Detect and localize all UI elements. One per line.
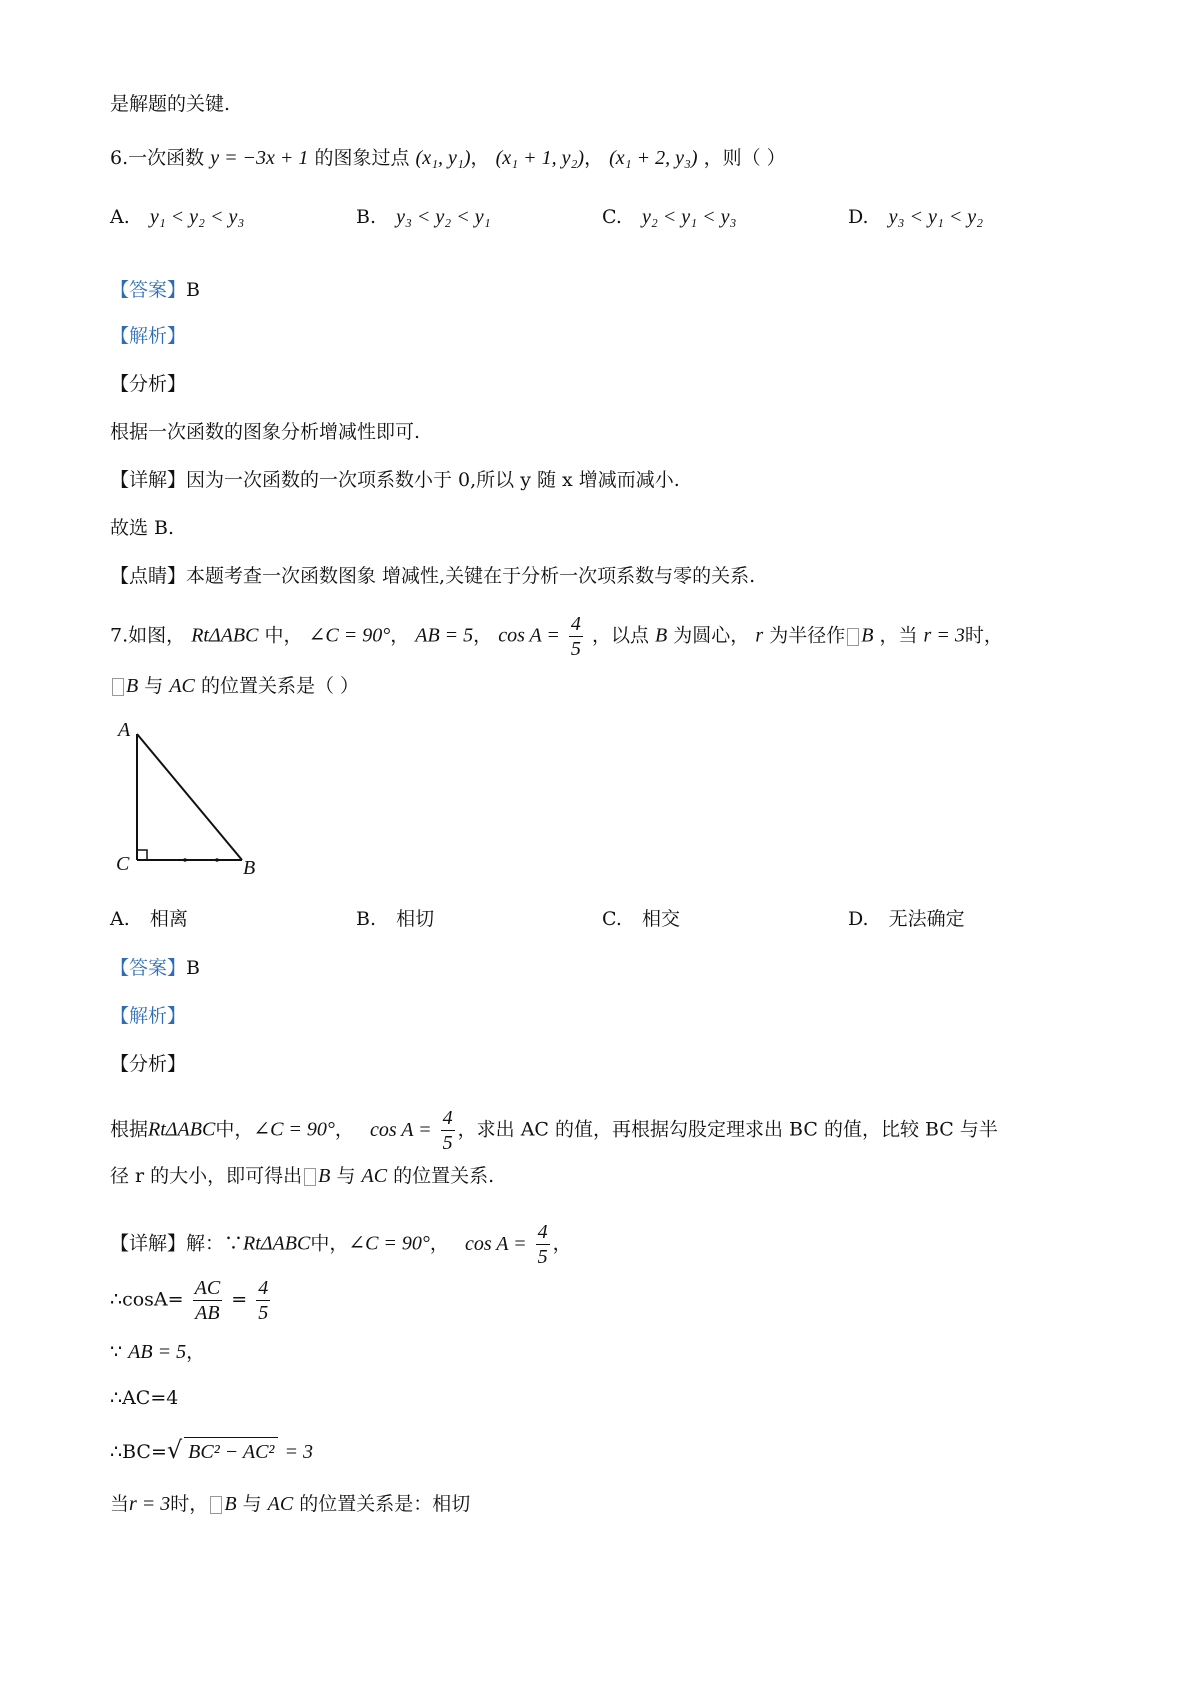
detail-fraction xyxy=(536,1220,550,1269)
q7-step4 xyxy=(110,1436,313,1466)
frac-den: 5 xyxy=(442,1132,453,1154)
q6-equation: y = −3x + 1 xyxy=(210,147,309,169)
triangle-figure xyxy=(112,712,282,882)
q7-fenxi-line1: 根据RtΔABC中，∠C = 90°， cos A = $\frac{4}{5}$ ，求出 AC 的值，再根据勾股定理求出 BC 的值，比较 BC 与半 xyxy=(110,1107,998,1154)
q7-option-b[interactable] xyxy=(356,904,434,931)
q7-stem-b: ，以点 xyxy=(591,624,649,647)
q7-r3: r = 3 xyxy=(923,624,965,647)
q7-ab: AB = 5 xyxy=(415,624,474,647)
option-letter: D. xyxy=(848,206,869,228)
fenxi-2a: 径 r 的大小，即可得出 xyxy=(110,1165,303,1187)
top-line: 是解题的关键. xyxy=(110,93,231,115)
q6-fenxi-label: 【分析】 xyxy=(110,373,187,395)
q7-step2 xyxy=(110,1338,205,1366)
q7-option-d[interactable] xyxy=(848,904,965,931)
fenxi-2b: 的位置关系. xyxy=(393,1165,495,1187)
option-letter: C. xyxy=(602,206,622,228)
fenxi-mid: 与 xyxy=(336,1165,356,1187)
label-a: A xyxy=(118,719,131,741)
frac-num: AC xyxy=(194,1277,221,1299)
label-c: C xyxy=(116,853,130,875)
final-c: 的位置关系是：相切 xyxy=(299,1493,471,1515)
q6-option-c[interactable] xyxy=(602,206,736,229)
fenxi-angle: ∠C = 90° xyxy=(253,1118,335,1141)
q7-line2-b: B xyxy=(126,675,139,697)
q6-detail: 【详解】因为一次函数的一次项系数小于 0,所以 y 随 x 增减而减小. xyxy=(110,469,680,491)
q7-analysis-label: 【解析】 xyxy=(110,1005,187,1027)
fenxi-1a: 根据 xyxy=(110,1118,149,1141)
q7-line2-ac: AC xyxy=(169,675,195,697)
q6-stem-middle: 的图象过点 xyxy=(314,147,410,169)
q7-option-a[interactable] xyxy=(110,904,188,931)
final-mid: 与 xyxy=(242,1493,262,1515)
step1-fraction-1 xyxy=(193,1276,223,1325)
q7-stem-c: 为圆心， xyxy=(673,624,750,647)
q7-rt-triangle: RtΔABC xyxy=(191,624,259,647)
q6-point-2: (x₁ + 1, y₂) xyxy=(495,147,585,169)
final-r3: r = 3 xyxy=(129,1493,171,1515)
q6-point-3: (x₁ + 2, y₃) xyxy=(609,147,698,169)
q6-point-1: (x₁, y₁) xyxy=(415,147,471,169)
frac-num: 4 xyxy=(570,613,581,635)
option-letter: D. xyxy=(848,908,869,930)
q7-option-c[interactable] xyxy=(602,904,680,931)
label-b: B xyxy=(243,857,256,879)
missing-glyph-box xyxy=(210,1496,222,1514)
missing-glyph-box xyxy=(304,1168,316,1186)
q7-line2-mid: 与 xyxy=(144,675,164,697)
option-text: 相离 xyxy=(149,908,188,930)
missing-glyph-box xyxy=(112,678,124,696)
q6-stem: 6.一次函数 y = −3x + 1 的图象过点 (x₁, y₁)， (x₁ + 1, y₂)， (x₁ + 2, y₃) ，则（ ） xyxy=(110,147,786,169)
frac-num: 4 xyxy=(537,1221,548,1243)
final-a: 当 xyxy=(110,1493,130,1515)
q6-option-d[interactable] xyxy=(848,206,983,229)
q6-stem-suffix: ，则（ ） xyxy=(703,147,786,169)
option-text: y₃ < y₁ < y₂ xyxy=(888,206,984,228)
q6-choose: 故选 B. xyxy=(110,517,175,539)
answer-label: 【答案】 xyxy=(110,957,187,979)
frac-num: 4 xyxy=(442,1107,453,1129)
step4-a: ∴BC= xyxy=(110,1441,167,1463)
fenxi-cos: cos A = xyxy=(369,1118,432,1141)
q7-fraction xyxy=(569,612,583,661)
frac-den: 5 xyxy=(570,638,581,660)
detail-a: 【详解】解：∵ xyxy=(110,1232,244,1255)
option-letter: A. xyxy=(110,206,130,228)
missing-glyph-box xyxy=(847,628,859,646)
option-letter: A. xyxy=(110,908,130,930)
q7-r: r xyxy=(755,624,764,647)
q7-stem-d: 为半径作 xyxy=(769,624,846,647)
q6-analysis-label: 【解析】 xyxy=(110,325,187,347)
tick-dot-1 xyxy=(183,858,187,862)
frac-den: AB xyxy=(195,1302,220,1324)
detail-b: 中， xyxy=(310,1232,349,1255)
detail-angle: ∠C = 90° xyxy=(348,1232,430,1255)
frac-den: 5 xyxy=(258,1302,269,1324)
option-text: y₃ < y₂ < y₁ xyxy=(396,206,491,228)
answer-value: B xyxy=(186,279,200,301)
q7-stem-a: 7.如图， xyxy=(110,624,186,647)
q7-cos: cos A = xyxy=(498,624,560,647)
q6-answer xyxy=(110,276,200,304)
option-text: 无法确定 xyxy=(888,908,965,930)
side-ab xyxy=(137,734,242,860)
q7-stem-line1: 7.如图， RtΔABC 中， ∠C = 90°， AB = 5， cos A = $\frac{4}{5}$ ，以点 B 为圆心， r 为半径作 B ，当 r = 3时， xyxy=(110,613,1003,660)
option-letter: C. xyxy=(602,908,622,930)
fenxi-b: B xyxy=(318,1165,331,1187)
q6-comment: 【点睛】本题考查一次函数图象 增减性,关键在于分析一次项系数与零的关系. xyxy=(110,565,756,587)
q7-detail: 【详解】解：∵RtΔABC中，∠C = 90°， cos A = $\frac{4}{5}$ ， xyxy=(110,1221,572,1268)
right-angle-mark xyxy=(137,850,147,860)
q7-final xyxy=(110,1490,470,1518)
q7-step1 xyxy=(110,1276,273,1325)
detail-cos: cos A = xyxy=(464,1232,527,1255)
q7-stem-e: ，当 xyxy=(879,624,918,647)
answer-label: 【答案】 xyxy=(110,279,187,301)
q7-point-b: B xyxy=(655,624,668,647)
q7-answer xyxy=(110,954,200,982)
fenxi-ac: AC xyxy=(361,1165,388,1187)
fenxi-rt: RtΔABC xyxy=(148,1118,216,1141)
q7-fenxi-line2 xyxy=(110,1162,494,1190)
answer-value: B xyxy=(186,957,200,979)
final-ac: AC xyxy=(267,1493,294,1515)
step1-fraction-2 xyxy=(256,1276,270,1325)
q7-angle: ∠C = 90° xyxy=(308,624,391,647)
sqrt-icon: √ xyxy=(166,1436,183,1464)
q6-stem-prefix: 6.一次函数 xyxy=(110,147,205,169)
option-text: 相交 xyxy=(641,908,680,930)
frac-den: 5 xyxy=(537,1246,548,1268)
step2-ab: AB = 5 xyxy=(128,1341,187,1363)
step4-sqrt: BC² − AC² xyxy=(184,1437,278,1466)
detail-rt: RtΔABC xyxy=(243,1232,311,1255)
option-text: y₁ < y₂ < y₃ xyxy=(149,206,245,228)
q7-zhong: 中， xyxy=(264,624,303,647)
fenxi-fraction xyxy=(441,1106,455,1155)
q7-stem-f: 时， xyxy=(964,624,1003,647)
q7-step3: ∴AC=4 xyxy=(110,1387,179,1409)
final-b-point: B xyxy=(224,1493,237,1515)
fenxi-1c: ，求出 AC 的值，再根据勾股定理求出 BC 的值，比较 BC 与半 xyxy=(457,1118,998,1141)
final-b: 时， xyxy=(170,1493,209,1515)
q6-fenxi-text: 根据一次函数的图象分析增减性即可. xyxy=(110,421,421,443)
q7-fenxi-label: 【分析】 xyxy=(110,1053,187,1075)
step1-a: ∴cosA= xyxy=(110,1288,184,1311)
step4-b: = 3 xyxy=(284,1441,313,1463)
q7-line2-end: 的位置关系是（ ） xyxy=(200,675,359,697)
tick-dot-2 xyxy=(215,858,219,862)
step2-because: ∵ xyxy=(110,1341,123,1363)
option-text: y₂ < y₁ < y₃ xyxy=(641,206,737,228)
q6-option-a[interactable] xyxy=(110,206,244,229)
step1-eq: = xyxy=(231,1288,248,1311)
q6-option-b[interactable] xyxy=(356,206,491,229)
option-text: 相切 xyxy=(396,908,435,930)
option-letter: B. xyxy=(356,206,377,228)
step2-end: ， xyxy=(186,1341,206,1363)
fenxi-1b: 中， xyxy=(215,1118,254,1141)
q7-circle-b: B xyxy=(861,624,874,647)
q7-stem-line2 xyxy=(110,672,359,700)
frac-num: 4 xyxy=(258,1277,269,1299)
option-letter: B. xyxy=(356,908,377,930)
